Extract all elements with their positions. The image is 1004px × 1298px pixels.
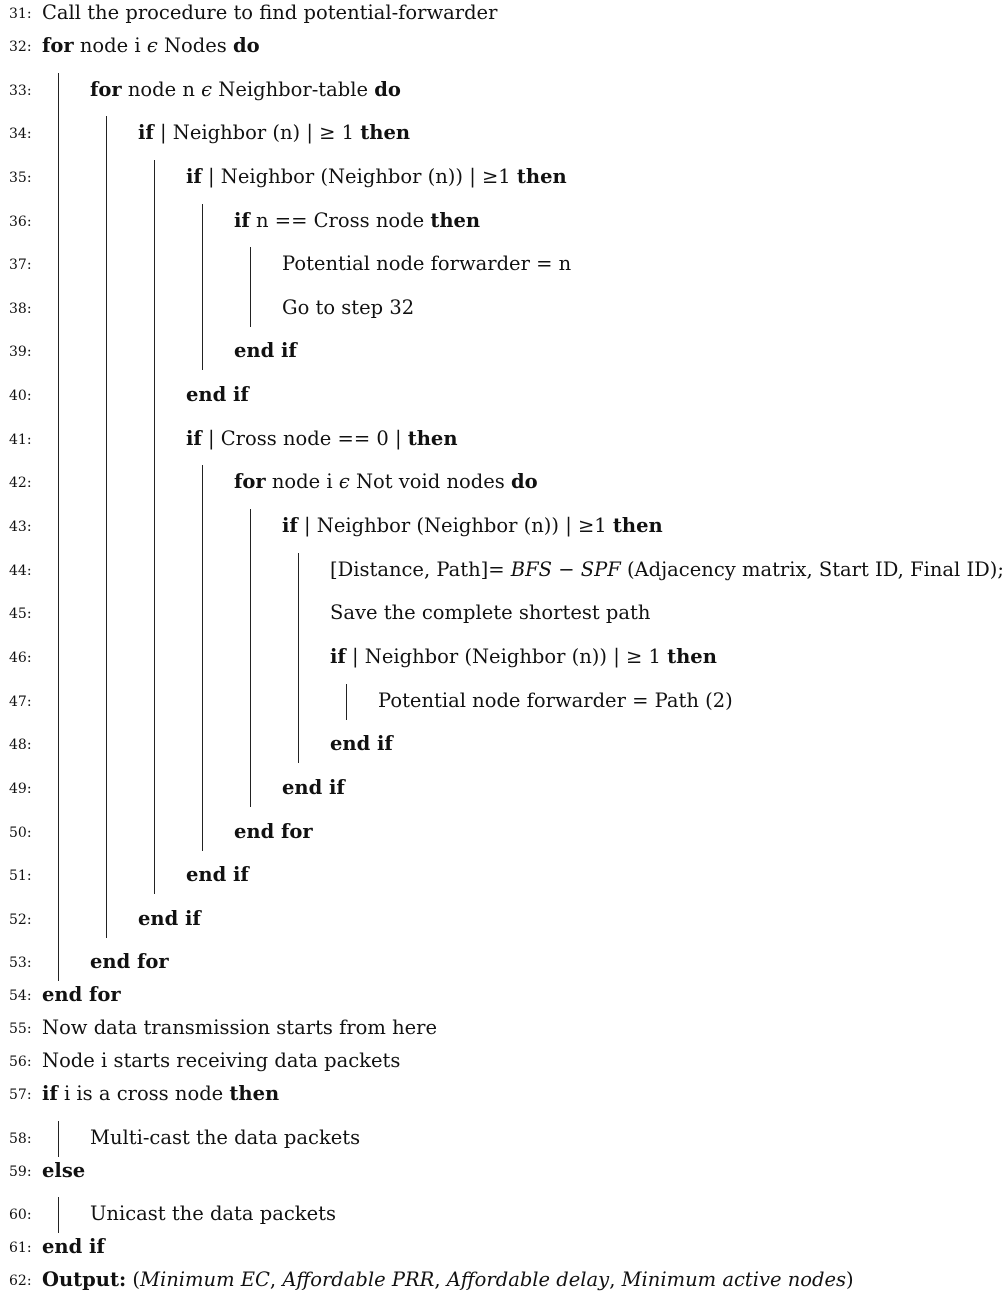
line-code: [138, 118, 410, 148]
line-code: [234, 206, 480, 236]
line-code: [234, 336, 297, 366]
scope-bar: [58, 73, 59, 981]
math-term: ϵ: [201, 78, 213, 101]
line-number: 38:: [9, 301, 32, 317]
keyword: for: [234, 470, 266, 493]
algorithm-line: [0, 511, 960, 541]
code-text: ): [846, 1268, 854, 1291]
keyword: end if: [234, 339, 297, 362]
algorithm-line: [0, 686, 960, 716]
math-term: Minimum active nodes: [621, 1268, 847, 1291]
algorithm-line: [0, 293, 960, 323]
algorithm-line: [0, 817, 960, 847]
code-text: Multi-cast the data packets: [90, 1126, 361, 1149]
line-number: 52:: [9, 912, 32, 928]
line-number: 43:: [9, 519, 32, 535]
keyword: if: [330, 645, 346, 668]
algorithm-line: [0, 773, 960, 803]
line-code: [90, 75, 401, 105]
keyword: do: [511, 470, 538, 493]
keyword: end for: [90, 950, 169, 973]
scope-bar: [58, 1121, 59, 1157]
line-number: 54:: [9, 988, 32, 1004]
keyword: if: [42, 1082, 58, 1105]
line-code: [42, 1079, 279, 1109]
line-code: [234, 467, 538, 497]
algorithm-line: [0, 31, 960, 61]
keyword: end if: [138, 907, 201, 930]
line-number: 31:: [9, 6, 32, 22]
algorithm-line: [0, 206, 960, 236]
line-code: [186, 424, 458, 454]
algorithm-line: [0, 424, 960, 454]
keyword: end if: [186, 383, 249, 406]
algorithm-line: [0, 162, 960, 192]
scope-bar: [298, 553, 299, 763]
keyword: end if: [42, 1235, 105, 1258]
line-number: 42:: [9, 475, 32, 491]
algorithm-line: [0, 1199, 960, 1229]
math-term: ϵ: [338, 470, 350, 493]
line-number: 33:: [9, 83, 32, 99]
keyword: for: [90, 78, 122, 101]
line-number: 46:: [9, 650, 32, 666]
line-number: 32:: [9, 39, 32, 55]
code-text: Save the complete shortest path: [330, 601, 651, 624]
line-code: [42, 1265, 854, 1295]
line-code: [330, 729, 393, 759]
line-code: [378, 686, 733, 716]
line-code: [42, 1013, 437, 1043]
line-code: [42, 980, 121, 1010]
code-text: Node i starts receiving data packets: [42, 1049, 401, 1072]
line-number: 61:: [9, 1240, 32, 1256]
algorithm-line: [0, 467, 960, 497]
line-code: [42, 0, 497, 28]
keyword: then: [612, 514, 663, 537]
line-code: [42, 1156, 85, 1186]
keyword: end for: [234, 820, 313, 843]
code-text: Not void nodes: [349, 470, 511, 493]
keyword: end if: [330, 732, 393, 755]
line-number: 59:: [9, 1164, 32, 1180]
line-code: [186, 860, 249, 890]
algorithm-line: [0, 249, 960, 279]
line-number: 41:: [9, 432, 32, 448]
line-number: 49:: [9, 781, 32, 797]
code-text: | Neighbor (n) | ≥ 1: [153, 121, 361, 144]
algorithm-line: [0, 0, 960, 28]
code-text: [Distance, Path]=: [330, 558, 511, 581]
keyword: end for: [42, 983, 121, 1006]
line-number: 62:: [9, 1273, 32, 1289]
code-text: node n: [121, 78, 202, 101]
code-text: | Neighbor (Neighbor (n)) | ≥1: [201, 165, 517, 188]
code-text: i is a cross node: [57, 1082, 230, 1105]
line-code: [42, 31, 260, 61]
code-text: Potential node forwarder = n: [282, 252, 572, 275]
code-text: Neighbor-table: [212, 78, 375, 101]
algorithm-line: [0, 555, 1004, 585]
line-code: [282, 249, 571, 279]
scope-bar: [250, 247, 251, 327]
line-number: 60:: [9, 1207, 32, 1223]
line-code: [186, 162, 567, 192]
keyword: Output:: [42, 1268, 127, 1291]
algorithm-line: [0, 860, 960, 890]
code-text: (Adjacency matrix, Start ID, Final ID);: [620, 558, 1004, 581]
keyword: then: [360, 121, 411, 144]
code-text: | Neighbor (Neighbor (n)) | ≥1: [297, 514, 613, 537]
scope-bar: [202, 204, 203, 370]
algorithm-line: [0, 118, 960, 148]
keyword: then: [229, 1082, 280, 1105]
scope-bar: [346, 684, 347, 720]
algorithm-line: [0, 336, 960, 366]
line-number: 40:: [9, 388, 32, 404]
algorithm-line: [0, 1156, 960, 1186]
line-code: [90, 1199, 336, 1229]
keyword: for: [42, 34, 74, 57]
code-text: node i: [73, 34, 147, 57]
keyword: then: [407, 427, 458, 450]
code-text: Potential node forwarder = Path (2): [378, 689, 733, 712]
keyword: if: [186, 427, 202, 450]
line-code: [90, 1123, 360, 1153]
keyword: if: [234, 209, 250, 232]
keyword: end if: [186, 863, 249, 886]
algorithm-line: [0, 980, 960, 1010]
math-term: Affordable PRR: [282, 1268, 435, 1291]
code-text: Now data transmission starts from here: [42, 1016, 438, 1039]
line-code: [186, 380, 249, 410]
line-code: [330, 598, 650, 628]
algorithm-line: [0, 947, 960, 977]
keyword: do: [374, 78, 401, 101]
keyword: if: [282, 514, 298, 537]
algorithm-line: [0, 380, 960, 410]
code-text: ,: [609, 1268, 622, 1291]
line-number: 53:: [9, 955, 32, 971]
keyword: then: [430, 209, 481, 232]
algorithm-line: [0, 1079, 960, 1109]
line-number: 39:: [9, 344, 32, 360]
line-number: 58:: [9, 1131, 32, 1147]
math-term: BFS − SPF: [510, 558, 621, 581]
line-number: 50:: [9, 825, 32, 841]
scope-bar: [202, 465, 203, 851]
line-number: 56:: [9, 1054, 32, 1070]
line-code: [42, 1046, 400, 1076]
keyword: then: [667, 645, 717, 668]
scope-bar: [106, 116, 107, 938]
code-text: | Neighbor (Neighbor (n)) | ≥ 1: [345, 645, 668, 668]
line-code: [330, 642, 717, 672]
line-code: [42, 1232, 105, 1262]
line-code: [330, 555, 1004, 585]
scope-bar: [250, 509, 251, 807]
scope-bar: [154, 160, 155, 894]
line-number: 35:: [9, 170, 32, 186]
algorithm-line: [0, 1013, 960, 1043]
keyword: if: [186, 165, 202, 188]
code-text: Go to step 32: [282, 296, 415, 319]
algorithm-line: [0, 1123, 960, 1153]
algorithm-line: [0, 75, 960, 105]
keyword: else: [42, 1159, 86, 1182]
line-number: 37:: [9, 257, 32, 273]
code-text: Nodes: [157, 34, 233, 57]
code-text: node i: [265, 470, 339, 493]
code-text: n == Cross node: [249, 209, 431, 232]
line-code: [282, 293, 414, 323]
code-text: ,: [434, 1268, 447, 1291]
algorithm-line: [0, 1265, 960, 1295]
code-text: ,: [269, 1268, 283, 1291]
math-term: Minimum EC: [140, 1268, 270, 1291]
line-number: 36:: [9, 214, 32, 230]
algorithm-line: [0, 729, 960, 759]
keyword: if: [138, 121, 154, 144]
line-number: 44:: [9, 563, 32, 579]
line-code: [90, 947, 169, 977]
keyword: end if: [282, 776, 345, 799]
code-text: Unicast the data packets: [90, 1202, 336, 1225]
line-number: 47:: [9, 694, 32, 710]
line-code: [282, 773, 345, 803]
code-text: | Cross node == 0 |: [201, 427, 408, 450]
code-text: (: [126, 1268, 141, 1291]
line-number: 34:: [9, 126, 32, 142]
algorithm-line: [0, 598, 960, 628]
line-code: [282, 511, 663, 541]
line-number: 45:: [9, 606, 32, 622]
line-number: 55:: [9, 1021, 32, 1037]
algorithm-line: [0, 1046, 960, 1076]
line-number: 51:: [9, 868, 32, 884]
algorithm-line: [0, 1232, 960, 1262]
line-code: [138, 904, 201, 934]
keyword: then: [516, 165, 567, 188]
keyword: do: [232, 34, 260, 57]
line-number: 57:: [9, 1087, 32, 1103]
math-term: ϵ: [146, 34, 158, 57]
algorithm-line: [0, 904, 960, 934]
line-code: [234, 817, 313, 847]
algorithm-line: [0, 642, 960, 672]
math-term: Affordable delay: [446, 1268, 610, 1291]
scope-bar: [58, 1197, 59, 1233]
line-number: 48:: [9, 737, 32, 753]
code-text: Call the procedure to find potential-forwarder: [42, 1, 498, 24]
